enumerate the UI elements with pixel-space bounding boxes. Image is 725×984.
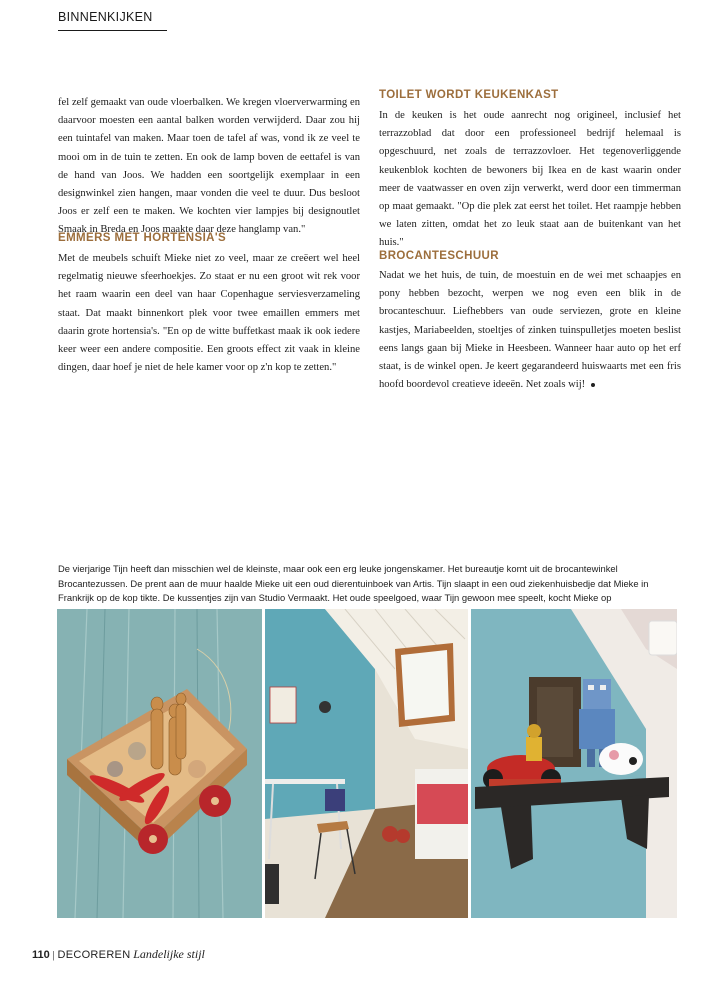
hortensias-paragraph: Met de meubels schuift Mieke niet zo veel, maar ze creëert wel heel regelmatig nieuwe sfeerhoekjes. Zo staat er nu een groot wit rek voor het raam waarin een deel van haar Copenhague serviesverzameling staat. Dat maakt binnenkort plek voor twee emaillen emmers met daarin grote hortensia's. "En op de witte buffetkast maak ik ook iedere keer weer een andere compositie. Een groots effect zit vaak in kleine dingen, daar hoef je niet de hele kamer voor op z'n kop te zetten." xyxy=(58,253,360,374)
left-column-intro xyxy=(58,94,360,240)
subhead-brocanteschuur: BROCANTESCHUUR xyxy=(379,250,499,262)
brocante-text: Nadat we het huis, de tuin, de moestuin en de wei met schaapjes en pony hebben bezocht, werpen we nog even een blik in de brocanteschuur. Liefhebbers van oude serviezen, grote en kleine kastjes, Mariabeelden, stoeltjes of zinken tuinspulletjes moeten beslist eens langs gaan bij Mieke in Heesbeen. Wanneer haar auto op het erf staat, is de winkel open. Je keert gegarandeerd huiswaarts met een fris hoofd boordevol creatieve ideeën. Net zoals wij! xyxy=(379,270,681,391)
subhead-toilet: TOILET WORDT KEUKENKAST xyxy=(379,89,559,101)
page-footer xyxy=(32,947,205,962)
magazine-name: DECOREREN xyxy=(57,949,131,961)
right-column-body2 xyxy=(379,267,681,394)
page-number: 110 xyxy=(32,949,50,961)
toy-shelf-photo xyxy=(471,609,677,918)
toy-cart-photo xyxy=(57,609,262,918)
right-column-body1 xyxy=(379,107,681,253)
brocante-paragraph xyxy=(379,267,681,394)
photo-caption: De vierjarige Tijn heeft dan misschien wel de kleinste, maar ook een erg leuke jongenskamer. Het bureautje komt uit de brocantewinkel Brocantezussen. De prent aan de muur haalde Mieke uit een oud dierentuinboek van Artis. Tijn slaapt in een oud ziekenhuisbedje dat Mieke in Frankrijk op de kop tikte. De kussentjes zijn van Studio Vermaakt. Het oude speelgoed, waar Tijn gewoon mee speelt, kocht Mieke op xyxy=(58,563,649,603)
header-rule xyxy=(58,30,167,31)
toilet-paragraph: In de keuken is het oude aanrecht nog origineel, inclusief het terrazzoblad dat door een professioneel bedrijf helemaal is opgeschuurd, net zoals de terrazzovloer. Het tegenoverliggende keukenblok kochten de bewoners bij Ikea en de kast waarin onder meer de vaatwasser en oven zijn verwerkt, werd door een timmerman op maat gemaakt. "Op die plek zat eerst het toilet. Het raampje hebben we laten zitten, omdat het zo leuk staat aan de buitenkant van het huis." xyxy=(379,110,681,249)
boys-room-photo xyxy=(265,609,468,918)
magazine-edition: Landelijke stijl xyxy=(133,947,205,961)
footer-separator: | xyxy=(52,949,55,961)
subhead-hortensias: EMMERS MET HORTENSIA'S xyxy=(58,232,227,244)
intro-paragraph: fel zelf gemaakt van oude vloerbalken. We kregen vloerverwarming en daarvoor moesten een aantal balken worden verwijderd. Daar zou hij een tuintafel van maken. Maar toen de tafel af was, vond ik ze veel te mooi om in de tuin te zetten. En ook de lamp boven de eettafel is van de hand van Joos. We hadden een soortgelijk exemplaar in een designwinkel zien hangen, maar vonden die veel te duur. Dus besloot Joos er zelf een te maken. We kochten vier lampjes bij designoutlet Smaak in Breda en Joos maakte daar deze hanglamp van." xyxy=(58,97,360,236)
end-mark-icon xyxy=(591,383,595,387)
left-column-body xyxy=(58,250,360,377)
section-label: BINNENKIJKEN xyxy=(58,10,153,24)
